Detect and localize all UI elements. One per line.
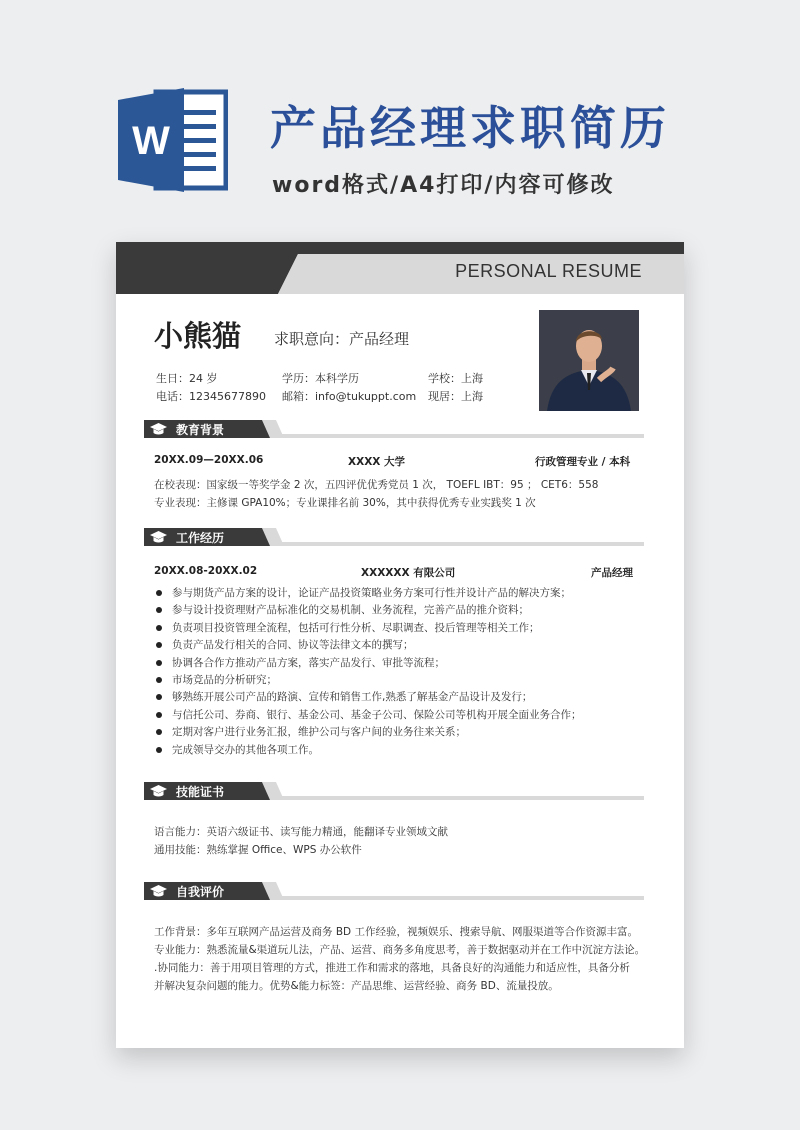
candidate-name: 小熊猫 xyxy=(154,319,242,353)
info-birthday: 生日：24 岁 xyxy=(156,372,218,385)
section-title: 教育背景 xyxy=(176,423,225,437)
resume-paper xyxy=(116,242,684,1048)
info-phone: 电话：12345677890 xyxy=(156,390,266,403)
work-duties-list xyxy=(156,585,582,759)
work-position: 产品经理 xyxy=(591,567,633,579)
list-item: 负责项目投资管理全流程，包括可行性分析、尽职调查、投后管理等相关工作； xyxy=(156,620,582,637)
education-school: XXXX 大学 xyxy=(348,456,406,468)
list-item: 负责产品发行相关的合同、协议等法律文本的撰写； xyxy=(156,637,582,654)
section-header-education xyxy=(144,418,644,440)
list-item: 够熟练开展公司产品的路演、宣传和销售工作,熟悉了解基金产品设计及发行； xyxy=(156,689,582,706)
list-item: 与信托公司、券商、银行、基金公司、基金子公司、保险公司等机构开展全面业务合作； xyxy=(156,707,582,724)
self-evaluation-line: 并解决复杂问题的能力。优势&能力标签：产品思维、运营经验、商务 BD、流量投放。 xyxy=(154,980,559,992)
banner-subtitle: word格式/A4打印/内容可修改 xyxy=(272,173,615,198)
skills-line: 通用技能：熟练掌握 Office、WPS 办公软件 xyxy=(154,844,362,856)
self-evaluation-line: 工作背景：多年互联网产品运营及商务 BD 工作经验，视频娱乐、搜索导航、网服渠道等合作资源丰富。 xyxy=(154,926,638,938)
info-email: 邮箱：info@tukuppt.com xyxy=(282,390,417,403)
info-residence: 现居：上海 xyxy=(428,390,483,403)
word-logo-letter: W xyxy=(132,119,170,163)
job-objective: 求职意向：产品经理 xyxy=(274,330,410,348)
section-header-work xyxy=(144,526,644,548)
education-line: 在校表现：国家级一等奖学金 2 次，五四评优优秀党员 1 次， TOEFL IBT：95 ； CET6：558 xyxy=(154,479,599,491)
graduation-cap-icon xyxy=(150,884,167,898)
word-app-icon xyxy=(118,88,228,192)
info-education: 学历：本科学历 xyxy=(282,372,359,385)
list-item: 参与期货产品方案的设计，论证产品投资策略业务方案可行性并设计产品的解决方案； xyxy=(156,585,582,602)
graduation-cap-icon xyxy=(150,784,167,798)
education-major: 行政管理专业 / 本科 xyxy=(535,456,631,468)
list-item: 协调各合作方推动产品方案，落实产品发行、审批等流程； xyxy=(156,655,582,672)
section-header-self-evaluation xyxy=(144,880,644,902)
section-title: 工作经历 xyxy=(176,531,225,545)
graduation-cap-icon xyxy=(150,422,167,436)
info-school: 学校：上海 xyxy=(428,372,483,385)
list-item: 定期对客户进行业务汇报，维护公司与客户间的业务往来关系； xyxy=(156,724,582,741)
education-line: 专业表现：主修课 GPA10%；专业课排名前 30%，其中获得优秀专业实践奖 1 次 xyxy=(154,497,536,509)
section-title: 技能证书 xyxy=(176,785,225,799)
section-header-skills xyxy=(144,780,644,802)
graduation-cap-icon xyxy=(150,530,167,544)
skills-line: 语言能力：英语六级证书、读写能力精通，能翻译专业领域文献 xyxy=(154,826,448,838)
banner-title: 产品经理求职简历 xyxy=(270,101,670,155)
self-evaluation-line: 专业能力：熟悉流量&渠道玩儿法，产品、运营、商务多角度思考，善于数据驱动并在工作中沉淀方法论。 xyxy=(154,944,646,956)
self-evaluation-line: .协同能力：善于用项目管理的方式，推进工作和需求的落地，具备良好的沟通能力和适应性，具备分析 xyxy=(154,962,630,974)
education-period: 20XX.09—20XX.06 xyxy=(154,454,264,466)
personal-resume-label: PERSONAL RESUME xyxy=(455,261,642,281)
section-title: 自我评价 xyxy=(176,885,225,899)
work-period: 20XX.08-20XX.02 xyxy=(154,565,258,577)
work-company: XXXXXX 有限公司 xyxy=(361,567,456,579)
list-item: 完成领导交办的其他各项工作。 xyxy=(156,742,582,759)
list-item: 参与设计投资理财产品标准化的交易机制、业务流程，完善产品的推介资料； xyxy=(156,602,582,619)
list-item: 市场竞品的分析研究； xyxy=(156,672,582,689)
profile-photo xyxy=(539,310,639,411)
